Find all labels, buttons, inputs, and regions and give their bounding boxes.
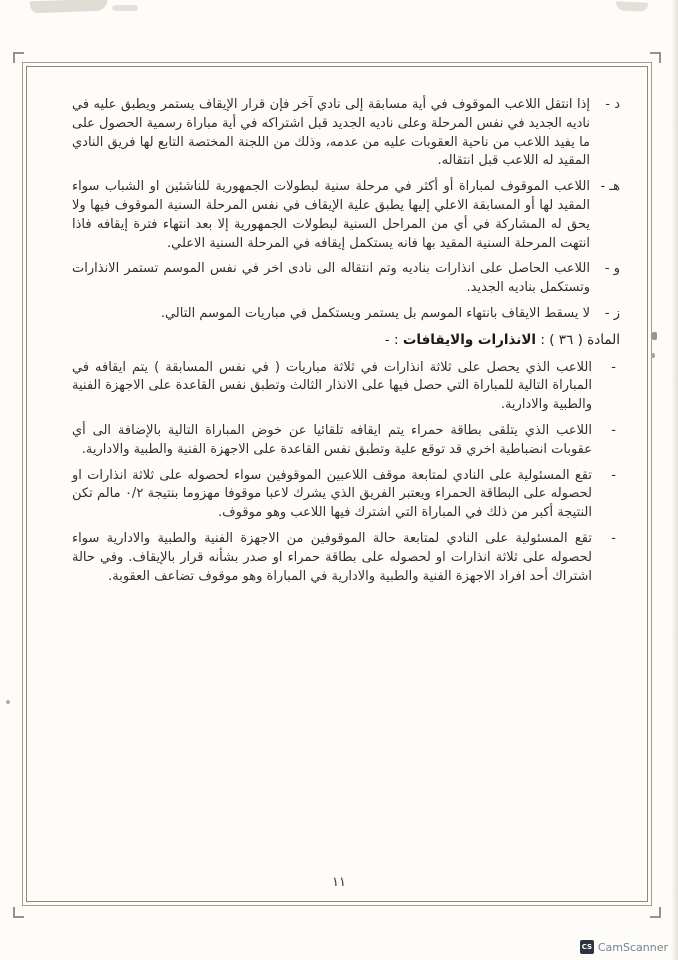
- bullet-marker: -: [611, 422, 616, 438]
- list-item-h: [72, 178, 620, 253]
- bullet-marker: -: [611, 467, 616, 483]
- list-item-d: [72, 96, 620, 171]
- document-body: [72, 96, 620, 593]
- scan-artifact: [6, 700, 10, 704]
- item-text: اللاعب الذي يحصل على ثلاثة انذارات في ثلاثة مباريات ( في نفس المسابقة ) يتم ايقافه في المباراة التالية للمباراة التي حصل فيها على الانذار الثالث وتطبق نفس القاعدة على الاجهزة الفنية والطبية والادارية.: [72, 359, 592, 413]
- item-text: اللاعب الحاصل على انذارات بناديه وتم انتقاله الى نادى اخر في نفس الموسم تستمر الانذارات وتستكمل بناديه الجديد.: [72, 261, 590, 296]
- scan-artifact: [112, 5, 138, 11]
- item-marker: ز -: [604, 305, 620, 321]
- article-heading: [72, 331, 620, 350]
- scan-artifact: [652, 332, 657, 340]
- list-item-z: [72, 305, 620, 324]
- corner-mark: [13, 907, 24, 918]
- item-text: تقع المسئولية على النادي لمتابعة موقف اللاعبين الموقوفين سواء لحصوله على ثلاثة انذارات او لحصوله على البطاقة الحمراء ويعتبر الفريق الذي يشرك لاعبا موقوفا مهزوما بنتيجة ٠/٢ مالم تكن النتيجة أكبر من ذلك في المباراة التي اشترك فيها اللاعب وهو موقوف.: [72, 467, 593, 521]
- scan-artifact: [30, 0, 108, 13]
- scan-artifact: [616, 1, 648, 12]
- bullet-marker: -: [611, 530, 616, 546]
- list-item-bullet: [72, 467, 616, 523]
- camscanner-label: CamScanner: [597, 940, 668, 954]
- item-text: تقع المسئولية على النادي لمتابعة حالة الموقوفين من الاجهزة الفنية والطبية والادارية سواء لحصوله على ثلاثة انذارات او لحصوله على بطاقة حمراء او صدر بشأنه قرار بالإيقاف. وفي حالة اشتراك أحد افراد الاجهزة الفنية والطبية والادارية في المباراة وهو موقوف تضاعف العقوبة.: [72, 530, 592, 584]
- article-number: المادة ( ٣٦ ) :: [536, 331, 620, 348]
- item-marker: د -: [605, 97, 620, 112]
- article-title: الانذارات والايقافات: [402, 331, 537, 348]
- item-text: اللاعب الموقوف لمباراة أو أكثر في مرحلة سنية لبطولات الجمهورية للناشئين او الشباب سواء المقيد لها أو المسابقة الاعلي إليها يطبق علية الإيقاف في نفس المرحلة السنية الموقوف فيها ولا يحق له المشاركة في أي من المراحل السنية لبطولات الجمهورية إلا بعد انتهاء فترة إيقافه فاذا انتهت المرحلة السنية المقيد بها فانه يستكمل إيقافه في المرحلة السنية الاعلي.: [72, 179, 590, 251]
- list-item-bullet: [72, 422, 616, 460]
- item-marker: و -: [604, 261, 620, 277]
- bullet-marker: -: [611, 359, 616, 375]
- item-marker: هـ -: [600, 179, 620, 195]
- camscanner-icon: CS: [580, 940, 594, 954]
- corner-mark: [650, 907, 661, 918]
- item-text: لا يسقط الايقاف بانتهاء الموسم بل يستمر ويستكمل في مباريات الموسم التالي.: [160, 305, 590, 321]
- item-text: إذا انتقل اللاعب الموقوف في أية مسابقة إلى نادي آخر فإن قرار الإيقاف يستمر ويطبق عليه في ناديه الجديد في نفس المرحلة وعلى ناديه الجديد قبل اشتراكه في أية مباراة رسمية الحصول على ما يفيد اللاعب من ناحية العقوبات عليه من عدمه، وذلك من اللجنة المختصة التابع لها فريق النادي المقيد له اللاعب قبل انتقاله.: [72, 97, 590, 169]
- scan-edge-shadow: [671, 0, 678, 960]
- list-item-w: [72, 260, 620, 298]
- page-number: ١١: [332, 875, 346, 890]
- article-suffix: : -: [384, 331, 403, 348]
- item-text: اللاعب الذي يتلقى بطاقة حمراء يتم ايقافه تلقائيا عن خوض المباراة التالية بالإضافة الى أي عقوبات انضباطية اخري قد توقع علية وتطبق نفس القاعدة على الاجهزة الفنية والطبية والادارية.: [72, 422, 592, 457]
- camscanner-watermark: [580, 940, 668, 954]
- list-item-bullet: [72, 530, 616, 586]
- list-item-bullet: [72, 359, 616, 415]
